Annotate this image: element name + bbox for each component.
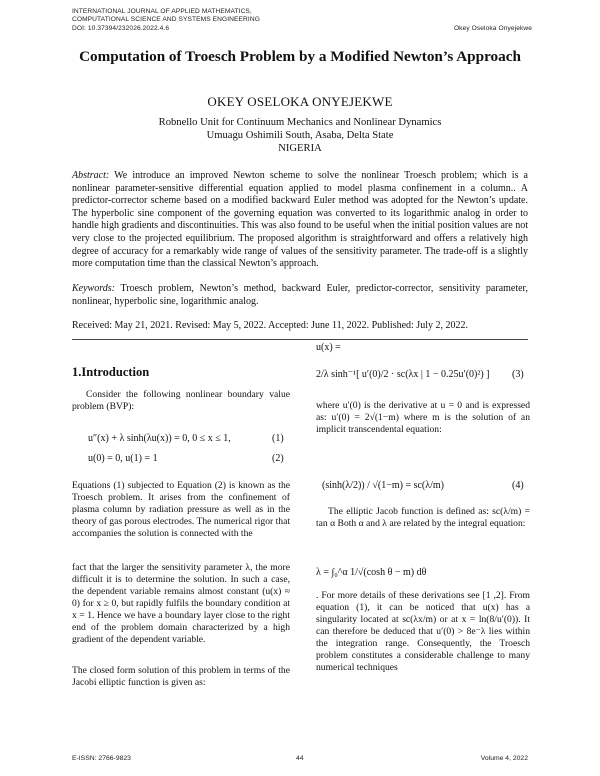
equation-4-number: (4) xyxy=(512,480,524,491)
running-header xyxy=(72,8,532,33)
equation-4: (sinh(λ/2)) / √(1−m) = sc(λ/m) xyxy=(322,480,444,491)
p3-text-e: but rapidly fulfils the boundary condition at x = 1. Hence we have a boundary layer close to the right end of the problem domain characterized by a high gradient of the dependent variable. xyxy=(72,598,291,645)
equation-1-number: (1) xyxy=(272,433,284,444)
divider xyxy=(72,339,528,340)
affiliation-line-1: Robnello Unit for Continuum Mechanics and Nonlinear Dynamics xyxy=(158,117,442,128)
affiliation xyxy=(0,117,600,155)
author-name: OKEY OSELOKA ONYEJEKWE xyxy=(207,94,393,109)
doi[interactable]: DOI: 10.37394/232026.2022.4.6 xyxy=(72,24,170,32)
footer-volume: Volume 4, 2022 xyxy=(480,755,528,762)
keywords-label: Keywords: xyxy=(72,283,115,294)
intro-paragraph-2: Equations (1) subjected to Equation (2) is known as the Troesch problem. It arises from the confinement of plasma column by radiation pressure as well as in the theory of gas porous electrodes. The numerical rigor that accompanies the solution is connected with the xyxy=(72,480,291,539)
received-dates: Received: May 21, 2021. Revised: May 5, 2022. Accepted: June 11, 2022. Published: July 2, 2022. xyxy=(72,320,468,331)
p3-math-d: x ≥ 0, xyxy=(96,598,119,609)
abstract xyxy=(72,170,528,271)
section-number: 1. xyxy=(72,365,82,379)
equation-1: u″(x) + λ sinh(λu(x)) = 0, 0 ≤ x ≤ 1, xyxy=(88,433,231,444)
equation-3-rhs: 2/λ sinh⁻¹[ u′(0)/2 · sc(λx | 1 − 0.25u′(0)²) ] xyxy=(316,369,490,380)
right-paragraph-2: The elliptic Jacob function is defined as: sc(λ/m) = tan α Both α and λ are related by the integral equation: xyxy=(316,506,530,529)
abstract-label: Abstract: xyxy=(72,170,110,181)
journal-name-2: COMPUTATIONAL SCIENCE AND SYSTEMS ENGINEERING xyxy=(72,16,260,24)
p3-math-b: (u(x) ≈ 0) xyxy=(72,586,290,609)
keywords xyxy=(72,283,528,308)
section-title: Introduction xyxy=(81,365,150,379)
intro-paragraph-1: Consider the following nonlinear boundary value problem (BVP): xyxy=(72,389,290,412)
p3-text-c: for xyxy=(82,598,94,609)
keywords-text: Troesch problem, Newton’s method, backward Euler, predictor-corrector, sensitivity parameter, nonlinear, hyperbolic sine, logarithmic analog. xyxy=(72,283,528,307)
equation-2-number: (2) xyxy=(272,453,284,464)
equation-5: λ = ∫₀^α 1/√(cosh θ − m) dθ xyxy=(316,567,427,578)
equation-3-number: (3) xyxy=(512,369,524,380)
affiliation-line-2: Umuagu Oshimili South, Asaba, Delta State xyxy=(206,129,394,141)
section-heading xyxy=(72,365,149,380)
p3-text-a: fact that the larger the sensitivity parameter λ, the more difficult it is to determine the solution. In such a case, the dependent variable remains almost constant xyxy=(72,562,290,597)
running-author: Okey Oseloka Onyejekwe xyxy=(453,24,532,32)
paper-title: Computation of Troesch Problem by a Modified Newton’s Approach xyxy=(79,48,521,65)
abstract-text: We introduce an improved Newton scheme to solve the nonlinear Troesch problem; which is a nonlinear parameter-sensitive differential equation applied to model plasma confinement in a column.. A predictor-corrector scheme based on a modified backward Euler method was adopted for the Newton’s update. The hyperbolic sine component of the governing equation was converted to its logarithmic analog in order to handle high gradients and discontinuities. This was also found to be useful when the initial position values are not very close to the projected equilibrium. The proposed algorithm is straightforward and offers a relatively high degree of accuracy for a remarkably wide range of values of the sensitivity parameter. The trade-off is a slightly more computation time than the classical Newton’s approach. xyxy=(72,170,528,270)
affiliation-line-3: NIGERIA xyxy=(278,142,322,154)
right-paragraph-3: . For more details of these derivations see [1 ,2]. From equation (1), it can be noticed that u(x) has a singularity located at sc(λx/m) or at x = ln(8/u′(0)). It can therefore be deduced that u′(0) > 8e⁻λ lies within the integration range. Consequently, the Troesch problem constitutes a considerable challenge to many numerical techniques xyxy=(316,590,530,673)
right-paragraph-1: where u′(0) is the derivative at u = 0 and is expressed as: u′(0) = 2√(1−m) where m is the solution of an implicit transcendental equation: xyxy=(316,400,530,435)
equation-2: u(0) = 0, u(1) = 1 xyxy=(88,453,158,464)
footer-page-number: 44 xyxy=(296,755,304,762)
journal-name: INTERNATIONAL JOURNAL OF APPLIED MATHEMATICS, xyxy=(72,8,252,15)
footer-issn: E-ISSN: 2766-9823 xyxy=(72,755,131,762)
equation-3-lhs: u(x) = xyxy=(316,342,341,353)
intro-paragraph-4: The closed form solution of this problem in terms of the Jacobi elliptic function is given as: xyxy=(72,665,290,688)
intro-paragraph-3 xyxy=(72,562,290,646)
